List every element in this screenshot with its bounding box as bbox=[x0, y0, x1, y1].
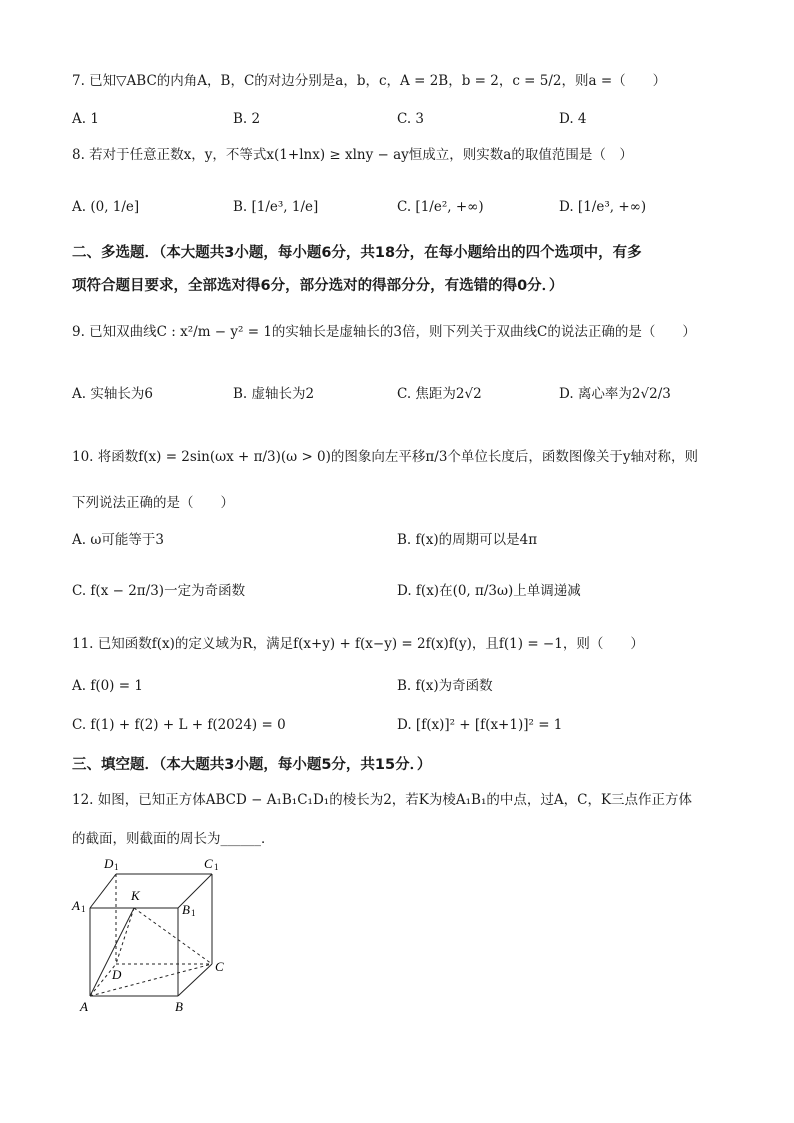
section3-heading: 三、填空题．（本大题共3小题，每小题5分，共15分．） bbox=[72, 757, 432, 773]
q12-stem-line1: 12. 如图，已知正方体ABCD − A₁B₁C₁D₁的棱长为2，若K为棱A₁B₁的中点，过A，C，K三点作正方体 bbox=[72, 792, 693, 808]
q8-option-a: A. (0, 1/e] bbox=[72, 199, 140, 215]
q9-option-c: C. 焦距为2√2 bbox=[397, 386, 482, 402]
q11-option-b: B. f(x)为奇函数 bbox=[397, 678, 493, 694]
label-d1: D bbox=[104, 856, 114, 871]
q7-stem: 7. 已知▽ABC的内角A，B，C的对边分别是a，b，c，A = 2B，b = 2，c = 5/2，则a =（ ） bbox=[72, 73, 667, 89]
q9-option-a: A. 实轴长为6 bbox=[72, 386, 153, 402]
q8-option-b: B. [1/e³, 1/e] bbox=[233, 199, 319, 215]
section-k-d bbox=[116, 908, 134, 964]
section2-heading-line2: 项符合题目要求，全部选对得6分，部分选对的得部分分，有选错的得0分．） bbox=[72, 278, 564, 294]
q7-option-a: A. 1 bbox=[72, 111, 99, 127]
q9-stem: 9. 已知双曲线C : x²/m − y² = 1的实轴长是虚轴长的3倍，则下列关于双曲线C的说法正确的是（ ） bbox=[72, 324, 696, 340]
label-a1-sub: 1 bbox=[81, 904, 86, 914]
section-k-c bbox=[134, 908, 212, 964]
q10-option-d: D. f(x)在(0, π/3ω)上单调递减 bbox=[397, 583, 581, 599]
edge-a1-d1 bbox=[90, 874, 116, 908]
label-a: A bbox=[80, 999, 88, 1014]
q10-stem-line1: 10. 将函数f(x) = 2sin(ωx + π/3)(ω > 0)的图象向左平移π/3个单位长度后，函数图像关于y轴对称，则 bbox=[72, 449, 699, 465]
label-c: C bbox=[215, 959, 224, 974]
q7-option-d: D. 4 bbox=[559, 111, 587, 127]
label-d1-sub: 1 bbox=[114, 862, 119, 872]
q7-option-c: C. 3 bbox=[397, 111, 425, 127]
q8-option-d: D. [1/e³, +∞) bbox=[559, 199, 647, 215]
label-d: D bbox=[112, 967, 122, 982]
section-a-k bbox=[90, 908, 134, 996]
section2-heading-line1: 二、多选题．（本大题共3小题，每小题6分，共18分，在每小题给出的四个选项中，有多 bbox=[72, 245, 642, 261]
cube-figure bbox=[70, 848, 240, 1018]
q11-option-d: D. [f(x)]² + [f(x+1)]² = 1 bbox=[397, 717, 563, 733]
q7-option-b: B. 2 bbox=[233, 111, 261, 127]
q12-stem-line2: 的截面，则截面的周长为______． bbox=[72, 831, 275, 847]
label-c1-sub: 1 bbox=[214, 862, 219, 872]
q10-stem-line2: 下列说法正确的是（ ） bbox=[72, 495, 234, 511]
section-a-c bbox=[90, 964, 212, 996]
q8-stem: 8. 若对于任意正数x，y，不等式x(1+lnx) ≥ xlny − ay恒成立，则实数a的取值范围是（ ） bbox=[72, 147, 633, 163]
label-k: K bbox=[131, 888, 140, 903]
label-b: B bbox=[175, 999, 183, 1014]
label-c1: C bbox=[204, 856, 213, 871]
q8-option-c: C. [1/e², +∞) bbox=[397, 199, 484, 215]
q11-stem: 11. 已知函数f(x)的定义域为R，满足f(x+y) + f(x−y) = 2f(x)f(y)，且f(1) = −1，则（ ） bbox=[72, 636, 644, 652]
label-a1: A bbox=[72, 898, 80, 913]
q10-option-a: A. ω可能等于3 bbox=[72, 532, 164, 548]
q11-option-a: A. f(0) = 1 bbox=[72, 678, 143, 694]
q9-option-b: B. 虚轴长为2 bbox=[233, 386, 315, 402]
label-b1: B bbox=[182, 902, 190, 917]
q10-option-c: C. f(x − 2π/3)一定为奇函数 bbox=[72, 583, 246, 599]
q10-option-b: B. f(x)的周期可以是4π bbox=[397, 532, 538, 548]
q9-option-d: D. 离心率为2√2/3 bbox=[559, 386, 671, 402]
q11-option-c: C. f(1) + f(2) + L + f(2024) = 0 bbox=[72, 717, 286, 733]
label-b1-sub: 1 bbox=[191, 908, 196, 918]
